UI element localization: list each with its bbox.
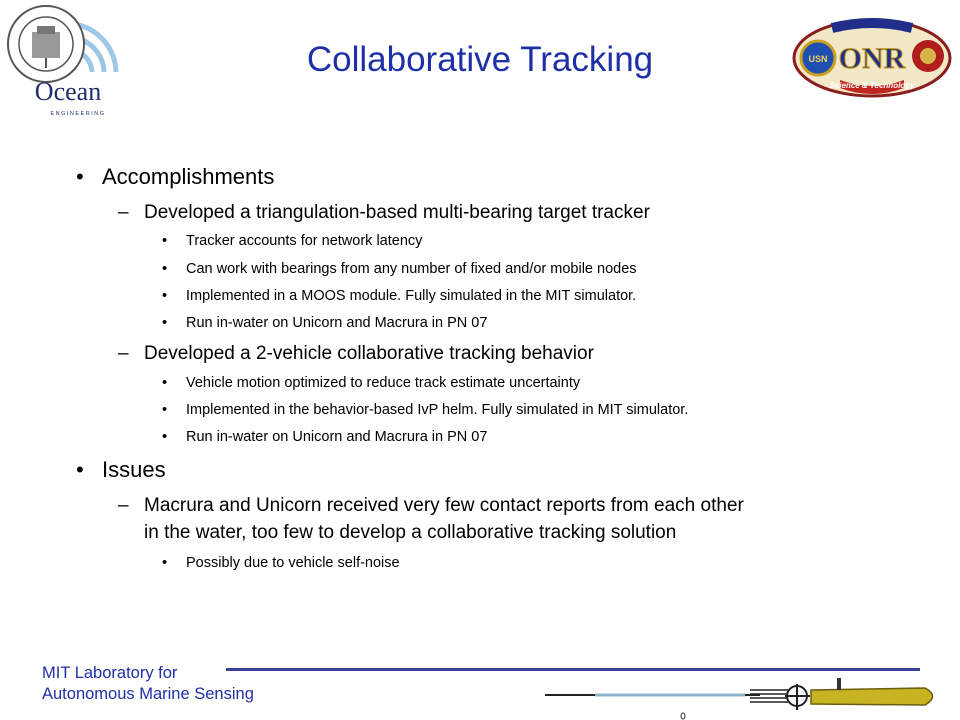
list-item: Implemented in a MOOS module. Fully simulated in the MIT simulator. bbox=[186, 288, 637, 304]
subbullet-tracker: Developed a triangulation-based multi-bearing target tracker bbox=[144, 202, 650, 223]
dash-marker: – bbox=[118, 202, 129, 223]
onr-ribbon-text: Science & Technology bbox=[829, 81, 915, 90]
onr-letters: ONR bbox=[838, 42, 906, 75]
list-item: Can work with bearings from any number of fixed and/or mobile nodes bbox=[186, 261, 637, 277]
bullet-marker: • bbox=[162, 315, 168, 331]
issues-heading: Issues bbox=[102, 457, 166, 482]
onr-logo bbox=[792, 18, 952, 98]
list-item: Implemented in the behavior-based IvP helm. Fully simulated in MIT simulator. bbox=[186, 402, 689, 418]
usmc-emblem-icon bbox=[912, 40, 944, 72]
bullet-marker: • bbox=[162, 555, 168, 571]
bullet-marker: • bbox=[76, 164, 84, 189]
bullet-marker: • bbox=[162, 375, 168, 391]
footer-line1: MIT Laboratory for bbox=[42, 664, 178, 682]
bullet-marker: • bbox=[162, 288, 168, 304]
subbullet-issue-line2: in the water, too few to develop a collaborative tracking solution bbox=[144, 522, 677, 543]
bullet-marker: • bbox=[76, 457, 84, 482]
list-item: Possibly due to vehicle self-noise bbox=[186, 555, 400, 571]
engineering-logo-text: ENGINEERING bbox=[50, 111, 106, 117]
footer-divider bbox=[226, 668, 920, 671]
ocean-logo-text: Ocean bbox=[34, 77, 102, 106]
subbullet-issue-line1: Macrura and Unicorn received very few contact reports from each other bbox=[144, 495, 744, 516]
footer-lab-name bbox=[42, 663, 254, 705]
accomplishments-heading: Accomplishments bbox=[102, 164, 275, 189]
auv-towed-array-graphic bbox=[545, 678, 945, 720]
bullet-marker: • bbox=[162, 402, 168, 418]
dash-marker: – bbox=[118, 343, 129, 364]
footer-line2: Autonomous Marine Sensing bbox=[42, 685, 254, 703]
list-item: Run in-water on Unicorn and Macrura in PN 07 bbox=[186, 315, 488, 331]
usn-seal-icon bbox=[801, 41, 835, 75]
list-item: Tracker accounts for network latency bbox=[186, 233, 423, 249]
bullet-marker: • bbox=[162, 429, 168, 445]
bullet-marker: • bbox=[162, 261, 168, 277]
subbullet-behavior: Developed a 2-vehicle collaborative tracking behavior bbox=[144, 343, 594, 364]
dash-marker: – bbox=[118, 495, 129, 516]
svg-text:USN: USN bbox=[808, 54, 828, 64]
list-item: Run in-water on Unicorn and Macrura in PN 07 bbox=[186, 429, 488, 445]
slide-title: Collaborative Tracking bbox=[306, 40, 654, 79]
list-item: Vehicle motion optimized to reduce track estimate uncertainty bbox=[186, 375, 581, 391]
bullet-marker: • bbox=[162, 233, 168, 249]
